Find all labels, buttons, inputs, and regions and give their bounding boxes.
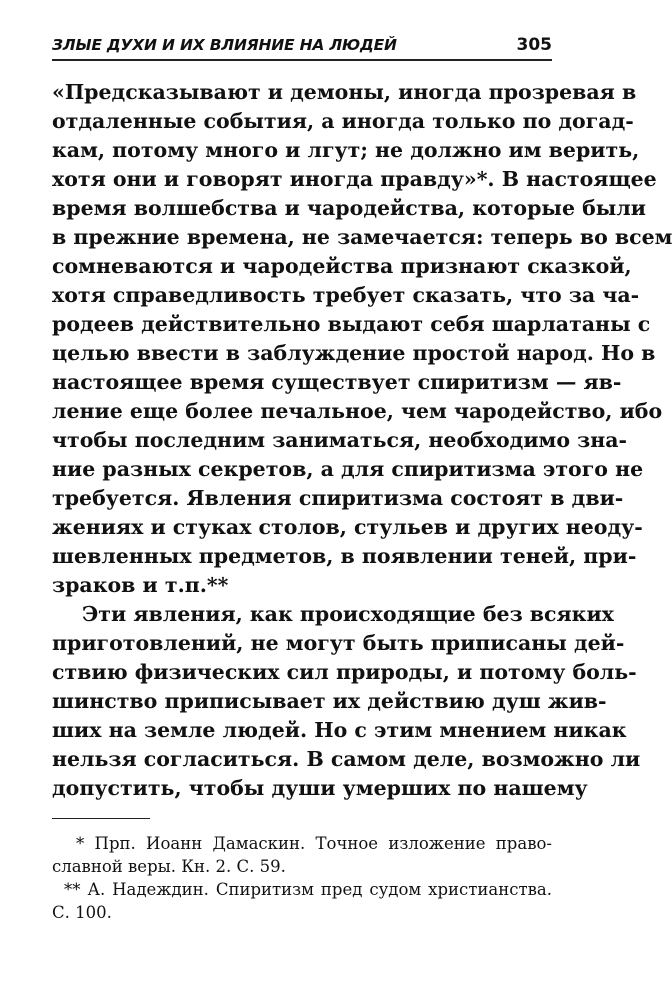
- text-line: нельзя согласиться. В самом деле, возможно ли: [52, 747, 641, 771]
- footnote-line: ** А. Надеждин. Спиритизм пред судом христианства.: [64, 880, 552, 899]
- book-page: [52, 0, 672, 981]
- text-line: жениях и стуках столов, стульев и других неоду-: [52, 515, 643, 539]
- paragraph-2: [52, 600, 641, 803]
- paragraph-1: [52, 78, 672, 600]
- text-line: настоящее время существует спиритизм — яв-: [52, 370, 622, 394]
- page-number: 305: [516, 35, 552, 55]
- footnote-1: [52, 832, 552, 878]
- text-line: хотя справедливость требует сказать, что за ча-: [52, 283, 640, 307]
- text-line: ление еще более печальное, чем чародейство, ибо: [52, 399, 663, 423]
- text-line: кам, потому много и лгут; не должно им верить,: [52, 138, 640, 162]
- text-line: чтобы последним заниматься, необходимо зна-: [52, 428, 628, 452]
- text-line: шинство приписывает их действию душ жив-: [52, 689, 607, 713]
- text-line: отдаленные события, а иногда только по догад-: [52, 109, 634, 133]
- body-text: [52, 78, 672, 803]
- text-line: время волшебства и чародейства, которые были: [52, 196, 647, 220]
- footnotes: [52, 832, 552, 924]
- text-line: сомневаются и чародейства признают сказкой,: [52, 254, 632, 278]
- text-line: хотя они и говорят иногда правду»*. В настоящее: [52, 167, 657, 191]
- text-line: шевленных предметов, в появлении теней, при-: [52, 544, 637, 568]
- text-line: родеев действительно выдают себя шарлатаны с: [52, 312, 651, 336]
- footnote-line: С. 100.: [52, 903, 112, 922]
- running-head-title: ЗЛЫЕ ДУХИ И ИХ ВЛИЯНИЕ НА ЛЮДЕЙ: [52, 36, 397, 54]
- text-line: ших на земле людей. Но с этим мнением никак: [52, 718, 627, 742]
- text-line: допустить, чтобы души умерших по нашему: [52, 776, 588, 800]
- text-line: требуется. Явления спиритизма состоят в дви-: [52, 486, 624, 510]
- text-line: ствию физических сил природы, и потому боль-: [52, 660, 637, 684]
- footnote-line: славной веры. Кн. 2. С. 59.: [52, 857, 286, 876]
- footnote-divider: [52, 818, 150, 819]
- footnote-line: * Прп. Иоанн Дамаскин. Точное изложение право-: [76, 834, 552, 853]
- text-line: «Предсказывают и демоны, иногда прозревая в: [52, 80, 637, 104]
- text-line: целью ввести в заблуждение простой народ. Но в: [52, 341, 656, 365]
- text-line: зраков и т.п.**: [52, 573, 229, 597]
- text-line: ние разных секретов, а для спиритизма этого не: [52, 457, 644, 481]
- text-line: Эти явления, как происходящие без всяких: [82, 602, 614, 626]
- text-line: приготовлений, не могут быть приписаны дей-: [52, 631, 625, 655]
- running-head: [52, 33, 552, 61]
- footnote-2: [52, 878, 552, 924]
- text-line: в прежние времена, не замечается: теперь во всем: [52, 225, 672, 249]
